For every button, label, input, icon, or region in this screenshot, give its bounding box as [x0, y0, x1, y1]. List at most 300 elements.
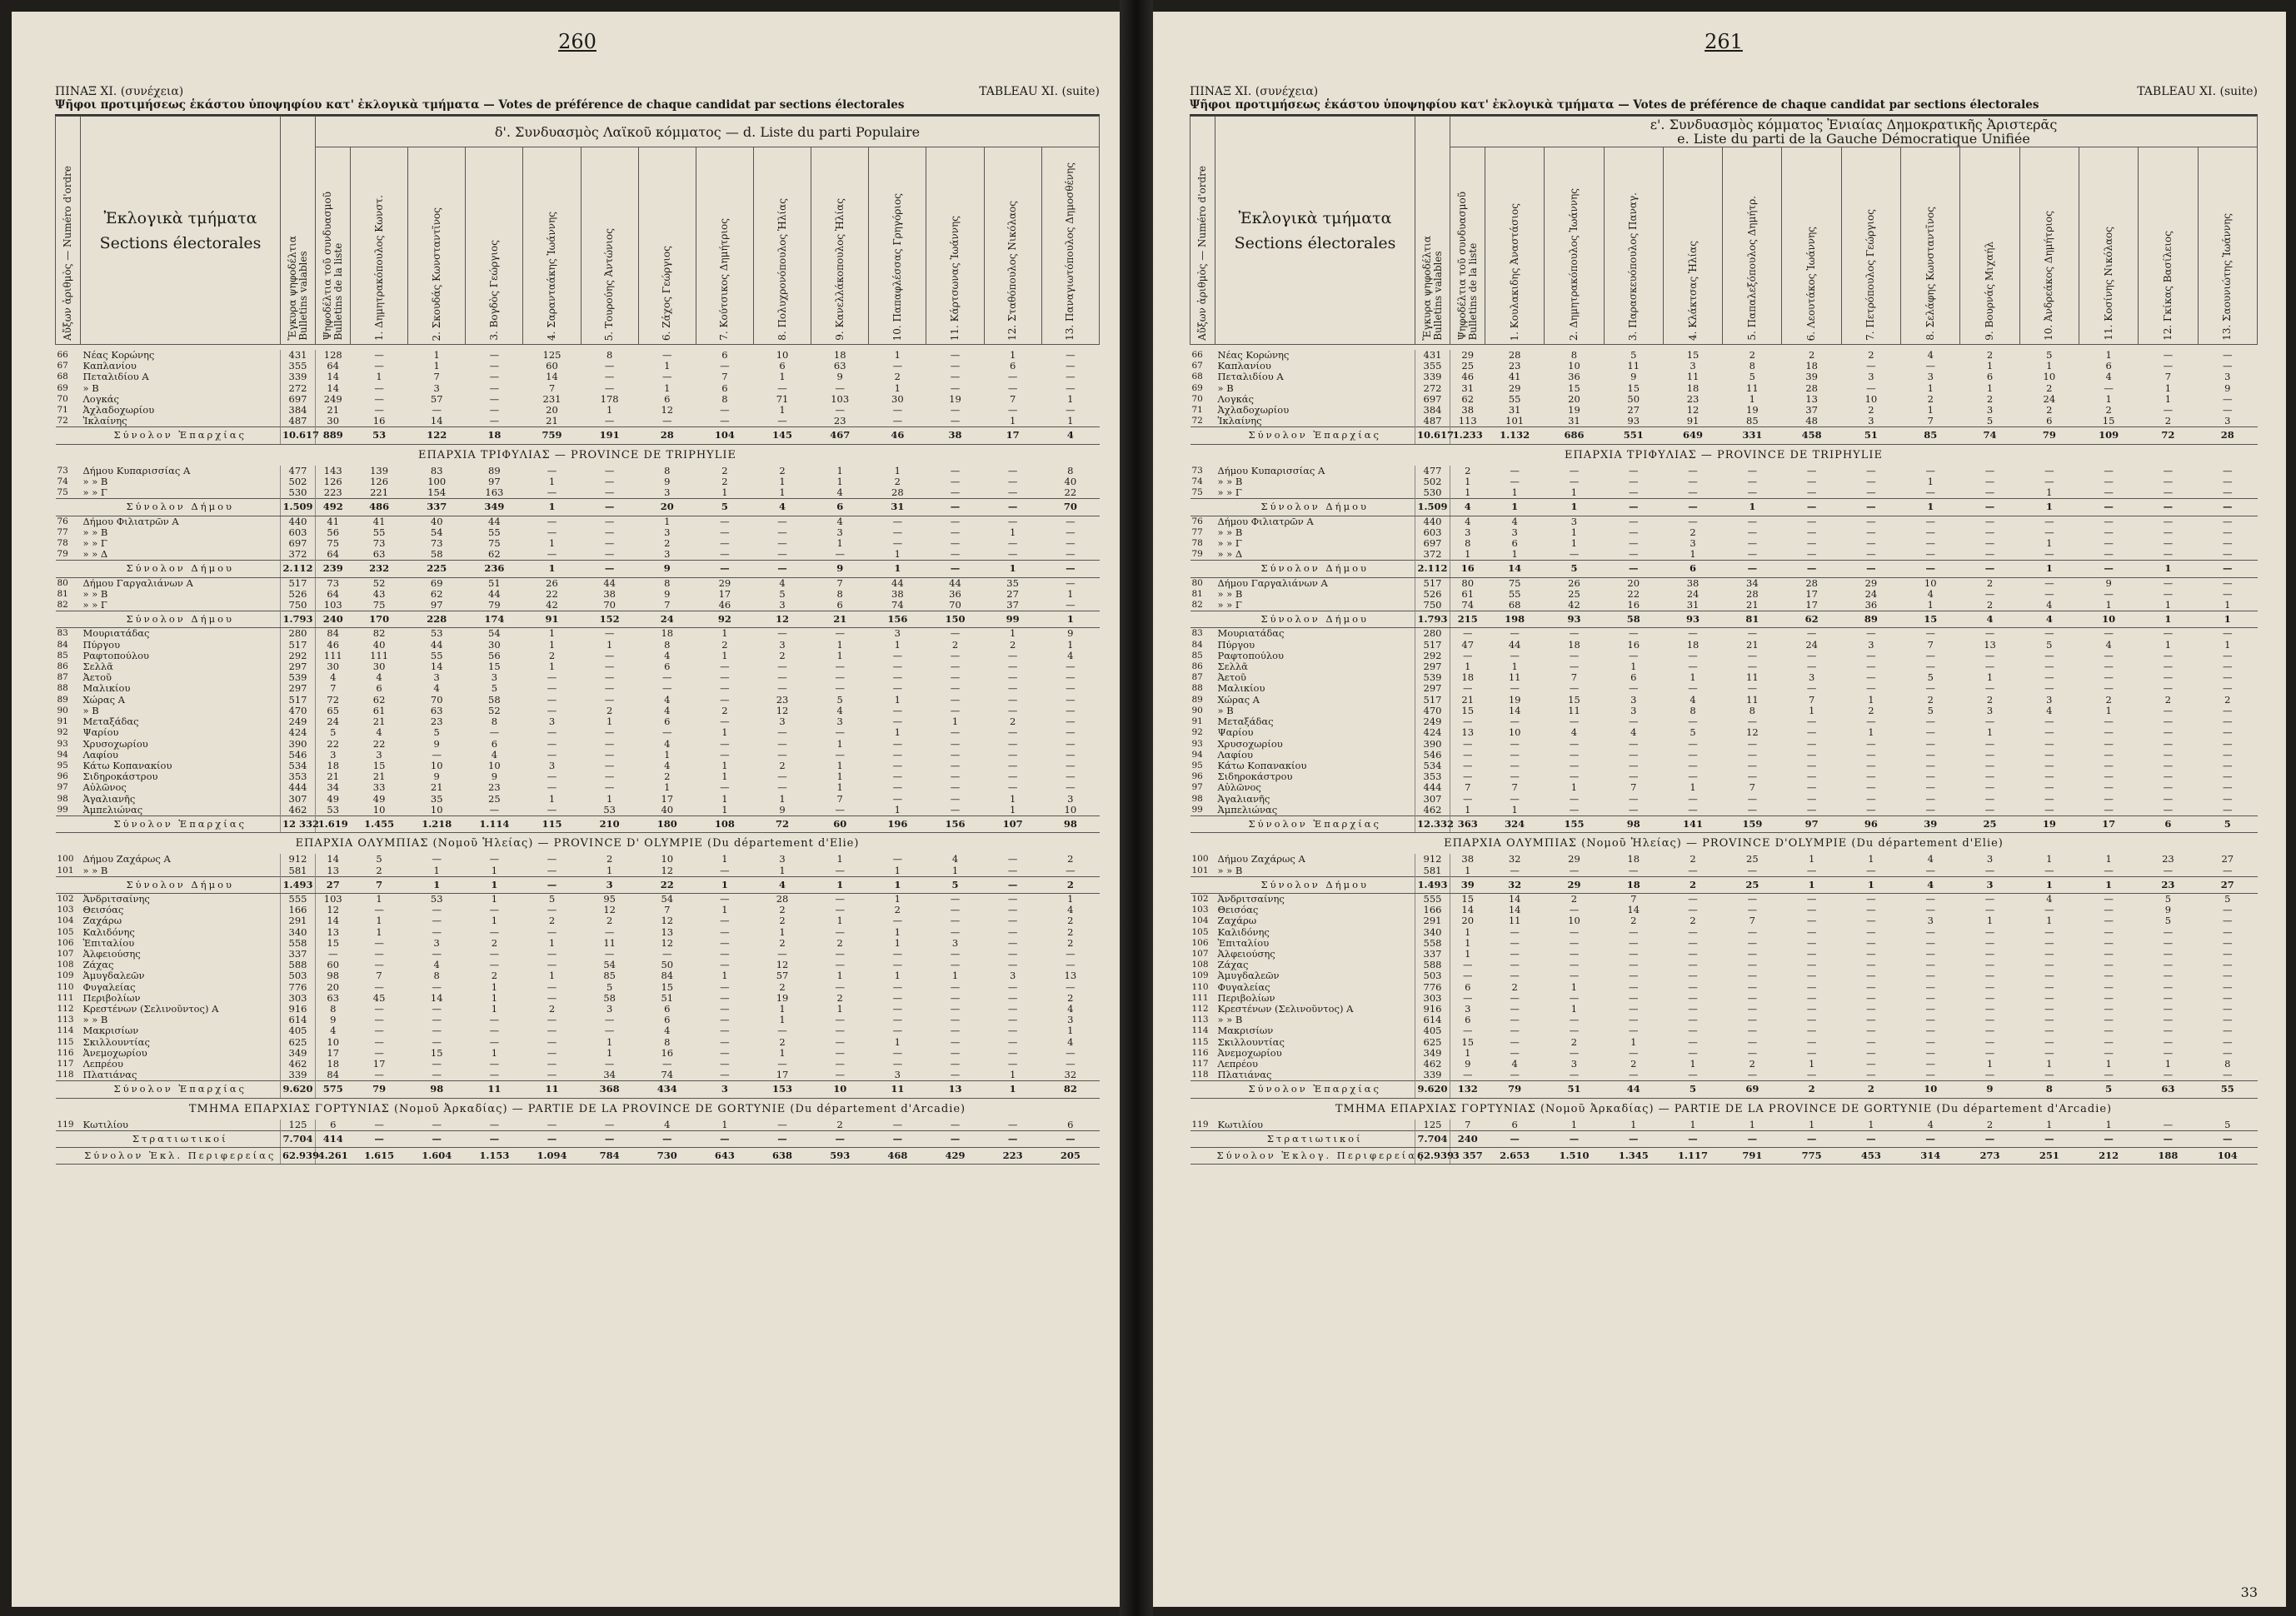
candidate-votes-cell: —	[374, 382, 384, 394]
candidate-votes-cell: —	[1925, 682, 1935, 695]
candidate-votes-cell: —	[1007, 1002, 1018, 1015]
candidate-votes-cell: —	[2104, 959, 2114, 971]
valid-ballots-cell: 7.704	[281, 1131, 316, 1148]
table-row	[1190, 1004, 2258, 1015]
candidate-votes-cell: —	[1007, 476, 1018, 488]
valid-ballots-cell: 297	[1415, 683, 1450, 694]
candidate-votes-cell: —	[1007, 1046, 1018, 1059]
candidate-votes-cell: 1	[836, 853, 843, 865]
candidate-votes-cell: 1	[1927, 382, 1934, 394]
candidate-votes-cell: 251	[2019, 1148, 2079, 1165]
candidate-votes-cell: —	[2079, 561, 2138, 577]
valid-ballots-cell: 303	[1415, 993, 1450, 1004]
total-row	[56, 1131, 1100, 1148]
row-number: 68	[1191, 372, 1203, 382]
list-ballots-cell: 41	[316, 516, 351, 527]
candidate-votes-cell: 13	[1984, 638, 1996, 651]
candidate-votes-cell: —	[2163, 1046, 2174, 1059]
section-name: Φυγαλείας	[1217, 980, 1270, 993]
candidate-votes-cell: 170	[351, 611, 408, 628]
candidate-votes-cell: —	[950, 476, 961, 488]
candidate-votes-cell: —	[1569, 803, 1580, 815]
valid-ballots-cell: 555	[1415, 893, 1450, 905]
candidate-votes-cell: 10	[1864, 392, 1878, 405]
candidate-votes-cell: 1	[2046, 537, 2053, 550]
candidate-votes-cell: 5	[433, 726, 440, 739]
valid-ballots-cell: 9.620	[281, 1081, 316, 1098]
candidate-votes-cell: 39	[1901, 815, 1960, 832]
candidate-votes-cell: —	[547, 464, 557, 476]
candidate-votes-cell: —	[720, 748, 730, 761]
section-name: » » Β	[82, 1014, 108, 1026]
candidate-votes-cell: —	[1866, 1069, 1876, 1081]
valid-ballots-cell: 339	[1415, 372, 1450, 382]
candidate-votes-cell: 44	[1508, 638, 1521, 651]
valid-ballots-cell: 372	[281, 549, 316, 561]
candidate-votes-cell: 3	[1808, 671, 1815, 684]
section-name: Σιδηροκάστρου	[1217, 771, 1293, 783]
candidate-votes-cell: —	[1984, 904, 1995, 916]
candidate-votes-cell: —	[1925, 904, 1935, 916]
candidate-votes-cell: 188	[2139, 1148, 2198, 1165]
candidate-votes-cell: —	[950, 515, 961, 527]
row-number: 97	[1191, 782, 1203, 793]
candidate-votes-cell: —	[547, 904, 557, 916]
candidate-votes-cell: —	[2223, 587, 2233, 600]
row-number: 94	[1191, 749, 1203, 760]
candidate-votes-cell: 60	[546, 360, 558, 372]
candidate-votes-cell: —	[1007, 704, 1018, 716]
valid-ballots-cell: 487	[281, 416, 316, 427]
valid-ballots-cell: 603	[281, 527, 316, 538]
candidate-votes-cell: —	[2044, 925, 2054, 938]
candidate-votes-cell: —	[1066, 576, 1076, 589]
row-number	[1190, 876, 1215, 893]
candidate-name: 11. Κοσίνης Νικόλαος	[2102, 227, 2114, 341]
candidate-votes-cell: 8	[1690, 704, 1696, 716]
table-row	[1190, 527, 2258, 538]
candidate-votes-cell: —	[2044, 476, 2054, 488]
table-header-line	[1190, 85, 2258, 98]
section-name: Ἀνδριτσαίνης	[1217, 892, 1285, 905]
candidate-votes-cell: —	[835, 980, 845, 993]
list-ballots-cell: 1	[1450, 805, 1485, 816]
candidate-votes-cell: 46	[869, 427, 926, 444]
valid-ballots-cell: 390	[281, 739, 316, 750]
row-number: 117	[1191, 1058, 1209, 1069]
candidate-votes-cell: —	[604, 925, 615, 938]
candidate-votes-cell: 5	[491, 682, 498, 695]
candidate-votes-cell: —	[720, 1035, 730, 1048]
list-ballots-cell: 38	[1450, 854, 1485, 865]
candidate-votes-cell: 1	[1927, 476, 1934, 488]
table-row	[1190, 516, 2258, 527]
candidate-name: 3. Βογδὸς Γεώργιος	[487, 240, 500, 341]
candidate-votes-cell: —	[1688, 792, 1698, 805]
table-row	[1190, 865, 2258, 877]
candidate-votes-cell: 1	[491, 991, 498, 1004]
table-row	[56, 739, 1100, 750]
candidate-votes-cell: 2	[548, 649, 556, 661]
candidate-votes-cell: 62	[430, 587, 443, 600]
candidate-votes-cell: 1	[2164, 392, 2172, 405]
candidate-votes-cell: 5	[1927, 671, 1934, 684]
section-name: Ἐπιταλίου	[1217, 936, 1270, 949]
candidate-votes-cell: —	[432, 925, 442, 938]
row-number: 91	[57, 716, 68, 727]
candidate-votes-cell: 75	[1508, 576, 1521, 589]
candidate-votes-cell: —	[1569, 904, 1580, 916]
table-row	[1190, 993, 2258, 1004]
candidate-votes-cell: —	[892, 1046, 903, 1059]
row-number: 107	[57, 948, 74, 959]
candidate-votes-cell: 759	[523, 427, 581, 444]
candidate-votes-cell: 1	[869, 876, 926, 893]
candidate-votes-cell: 57	[430, 392, 443, 405]
candidate-votes-cell: —	[1925, 803, 1935, 815]
candidate-votes-cell: —	[1925, 486, 1935, 499]
valid-ballots-cell: 440	[1415, 516, 1450, 527]
candidate-votes-cell: —	[1066, 371, 1076, 383]
candidate-votes-cell: 2	[1570, 1035, 1578, 1048]
table-row	[1190, 727, 2258, 738]
row-number: 87	[1191, 672, 1203, 683]
candidate-votes-cell: —	[2044, 904, 2054, 916]
candidate-votes-cell: —	[720, 661, 730, 673]
candidate-votes-cell: 8	[1749, 360, 1755, 372]
candidate-votes-cell: —	[662, 349, 672, 361]
valid-ballots-cell: 339	[281, 1070, 316, 1081]
candidate-votes-cell: 10	[1901, 1081, 1960, 1098]
candidate-votes-cell: —	[581, 561, 638, 577]
candidate-votes-cell: 2	[779, 464, 786, 476]
candidate-votes-cell: —	[2044, 1002, 2054, 1015]
table-row	[56, 549, 1100, 561]
candidate-votes-cell: —	[1866, 803, 1876, 815]
candidate-votes-cell: 4	[1927, 1118, 1934, 1130]
list-ballots-cell: 72	[316, 695, 351, 706]
candidate-votes-cell: —	[1510, 936, 1520, 949]
candidate-votes-cell: 12	[776, 704, 789, 716]
party-header: δ'. Συνδυασμὸς Λαϊκοῦ κόμματος — d. Liste du parti Populaire	[316, 117, 1100, 147]
candidate-votes-cell: 5	[926, 876, 984, 893]
candidate-votes-cell: 12	[1686, 404, 1700, 416]
candidate-votes-cell: —	[1628, 759, 1639, 771]
candidate-votes-cell: 1	[491, 980, 498, 993]
candidate-votes-cell: —	[1747, 864, 1758, 876]
candidate-votes-cell: —	[869, 1131, 926, 1148]
valid-ballots-cell: 697	[281, 538, 316, 549]
table-row	[1190, 476, 2258, 487]
candidate-votes-cell: 3	[1986, 853, 1994, 865]
table-row	[56, 1037, 1100, 1048]
candidate-votes-cell: 9	[2105, 576, 2112, 589]
valid-ballots-cell: 384	[281, 405, 316, 416]
candidate-votes-cell: —	[892, 1002, 903, 1015]
section-name: Σιδηροκάστρου	[82, 771, 158, 783]
candidate-votes-cell: —	[1569, 864, 1580, 876]
candidate-votes-cell: —	[1628, 526, 1639, 538]
candidate-votes-cell: —	[1747, 1069, 1758, 1081]
candidate-votes-cell: 79	[351, 1081, 408, 1098]
row-number: 109	[57, 970, 74, 981]
candidate-votes-cell: 62	[1782, 611, 1841, 628]
candidate-votes-cell: —	[604, 649, 615, 661]
row-number	[56, 1131, 81, 1148]
valid-ballots-cell: 166	[281, 905, 316, 915]
candidate-votes-cell: —	[1628, 627, 1639, 640]
candidate-votes-cell: —	[604, 748, 615, 761]
candidate-votes-cell: 4	[1041, 427, 1099, 444]
candidate-votes-cell: —	[1747, 947, 1758, 960]
candidate-votes-cell: —	[1925, 1014, 1935, 1026]
candidate-votes-cell: —	[950, 915, 961, 927]
table-row	[1190, 549, 2258, 561]
candidate-votes-cell: 1	[779, 476, 786, 488]
candidate-votes-cell: 11	[1746, 693, 1759, 706]
candidate-votes-cell: —	[1806, 947, 1817, 960]
list-ballots-cell: 363	[1450, 815, 1485, 832]
candidate-votes-cell: —	[2163, 980, 2174, 993]
candidate-votes-cell: —	[950, 737, 961, 750]
list-ballots-cell: 21	[316, 405, 351, 416]
valid-ballots-cell: 517	[1415, 640, 1450, 651]
candidate-votes-cell: —	[489, 947, 500, 960]
list-ballots-cell: —	[1450, 761, 1485, 771]
row-number: 88	[1191, 683, 1203, 694]
candidate-votes-cell: 1	[1570, 781, 1578, 794]
row-number: 69	[1191, 382, 1203, 393]
candidate-votes-cell: 63	[833, 360, 846, 372]
list-ballots-cell: 84	[316, 628, 351, 640]
candidate-votes-cell: 1	[1009, 792, 1016, 805]
candidate-votes-cell: —	[2104, 464, 2114, 476]
section-name: Ψαρίου	[1217, 726, 1254, 739]
candidate-votes-cell: —	[1007, 864, 1018, 876]
row-number: 86	[1191, 661, 1203, 672]
candidate-votes-cell: 1	[1868, 1118, 1874, 1130]
table-row	[56, 761, 1100, 771]
candidate-votes-cell: 2	[1067, 853, 1074, 865]
row-number: 83	[57, 628, 68, 639]
candidate-votes-cell: —	[604, 1118, 615, 1130]
candidate-votes-cell: 95	[603, 892, 616, 905]
table-row	[1190, 761, 2258, 771]
candidate-votes-cell: 1	[894, 1035, 901, 1048]
candidate-votes-cell: 8	[664, 638, 671, 651]
candidate-votes-cell: —	[1569, 970, 1580, 982]
candidate-votes-cell: 12	[603, 904, 616, 916]
section-name: Στρατιωτικοί	[1215, 1131, 1415, 1148]
candidate-votes-cell: 4	[836, 515, 843, 527]
candidate-votes-cell: —	[835, 748, 845, 761]
candidate-votes-cell: 1	[836, 537, 843, 550]
list-ballots-cell: 7	[1450, 782, 1485, 793]
candidate-votes-cell: —	[984, 1131, 1041, 1148]
valid-ballots-cell: 280	[281, 628, 316, 640]
candidate-votes-cell: 368	[581, 1081, 638, 1098]
candidate-votes-cell: 3	[836, 526, 843, 538]
candidate-votes-cell: 14	[1508, 892, 1521, 905]
candidate-votes-cell: —	[2223, 1046, 2233, 1059]
candidate-votes-cell: —	[892, 1057, 903, 1070]
candidate-votes-cell: 1	[1986, 671, 1994, 684]
candidate-votes-cell: —	[1925, 661, 1935, 673]
list-ballots-cell: 47	[1450, 640, 1485, 651]
section-name: » » Β	[1217, 864, 1243, 876]
candidate-votes-cell: —	[1510, 792, 1520, 805]
row-number: 114	[1191, 1025, 1209, 1036]
candidate-votes-cell: 17	[372, 1057, 386, 1070]
table-row	[56, 651, 1100, 661]
table-row	[1190, 905, 2258, 915]
candidate-votes-cell: —	[2139, 499, 2198, 516]
candidate-votes-cell: 1	[779, 925, 786, 938]
candidate-votes-cell: —	[432, 1069, 442, 1081]
candidate-votes-cell: 8	[721, 392, 728, 405]
candidate-votes-cell: 12	[753, 611, 811, 628]
candidate-votes-cell: —	[777, 537, 787, 550]
row-number: 71	[1191, 405, 1203, 416]
candidate-votes-cell: 1	[1986, 915, 1994, 927]
row-number: 99	[1191, 804, 1203, 815]
row-number: 76	[1191, 516, 1203, 526]
candidate-votes-cell: —	[2163, 349, 2174, 361]
candidate-votes-cell: —	[1066, 382, 1076, 394]
valid-ballots-cell: 353	[281, 771, 316, 782]
table-title-greek: ΠΙΝΑΞ ΧΙ. (συνέχεια)	[55, 85, 184, 98]
candidate-votes-cell: —	[374, 1025, 384, 1037]
candidate-votes-cell: —	[720, 892, 730, 905]
candidate-votes-cell: —	[2104, 671, 2114, 684]
candidate-votes-cell: —	[1569, 627, 1580, 640]
candidate-votes-cell: 16	[1627, 599, 1640, 611]
candidate-votes-cell: 1	[779, 486, 786, 499]
candidate-votes-cell: 2	[2164, 693, 2172, 706]
candidate-votes-cell: —	[2223, 925, 2233, 938]
candidate-votes-cell: 2	[836, 1118, 843, 1130]
section-name: Σύνολον Ἐπαρχίας	[81, 427, 281, 444]
valid-ballots-cell: 526	[1415, 589, 1450, 600]
row-number: 118	[1191, 1070, 1209, 1080]
candidate-votes-cell: 28	[1805, 382, 1818, 394]
valid-ballots-cell: 462	[281, 1059, 316, 1070]
candidate-votes-cell: —	[1688, 1069, 1698, 1081]
candidate-votes-cell: 2	[721, 476, 728, 488]
candidate-votes-cell: —	[2044, 1069, 2054, 1081]
candidate-votes-cell: 1.510	[1545, 1148, 1604, 1165]
candidate-votes-cell: —	[2104, 537, 2114, 550]
row-number: 85	[57, 650, 68, 661]
candidate-votes-cell: 1.117	[1663, 1148, 1722, 1165]
candidate-votes-cell: —	[720, 415, 730, 427]
candidate-name: 5. Παπαλεξόπουλος Δημήτρ.	[1745, 196, 1758, 341]
table-row	[1190, 350, 2258, 361]
candidate-votes-cell: 1	[606, 638, 613, 651]
candidate-votes-cell: 84	[661, 970, 674, 982]
candidate-votes-cell: —	[1688, 936, 1698, 949]
valid-ballots-cell: 503	[1415, 970, 1450, 981]
candidate-votes-cell: —	[1866, 526, 1876, 538]
candidate-votes-cell: —	[2163, 548, 2174, 561]
candidate-votes-cell: —	[1569, 959, 1580, 971]
candidate-votes-cell: —	[1806, 892, 1817, 905]
candidate-votes-cell: 3	[1927, 371, 1934, 383]
candidate-votes-cell: —	[1747, 904, 1758, 916]
candidate-votes-cell: 221	[370, 486, 389, 499]
province-heading-row	[56, 1098, 1100, 1120]
candidate-votes-cell: 1	[1570, 537, 1578, 550]
table-row	[1190, 661, 2258, 672]
table-row	[1190, 1048, 2258, 1059]
candidate-votes-cell: 17	[718, 587, 731, 600]
candidate-votes-cell: —	[892, 781, 903, 794]
valid-ballots-cell: 477	[281, 466, 316, 476]
candidate-votes-cell: —	[489, 360, 500, 372]
candidate-votes-cell: —	[1007, 371, 1018, 383]
section-name: Δήμου Ζαχάρως Α	[82, 853, 171, 865]
candidate-votes-cell: —	[2104, 737, 2114, 750]
valid-ballots-cell: 337	[1415, 949, 1450, 960]
candidate-votes-cell: 7	[836, 792, 843, 805]
candidate-votes-cell: 23	[1508, 360, 1521, 372]
candidate-votes-cell: 31	[1686, 599, 1700, 611]
list-ballots-cell: 21	[316, 771, 351, 782]
candidate-votes-cell: —	[1688, 925, 1698, 938]
candidate-votes-cell: 1	[894, 464, 901, 476]
candidate-votes-cell: —	[777, 682, 787, 695]
candidate-votes-cell: —	[2223, 947, 2233, 960]
candidate-votes-cell: —	[604, 737, 615, 750]
candidate-votes-cell: 98	[1604, 815, 1663, 832]
candidate-votes-cell: 27	[1006, 587, 1019, 600]
list-ballots-cell: 46	[1450, 372, 1485, 382]
candidate-votes-cell: —	[1510, 682, 1520, 695]
candidate-votes-cell: 100	[427, 476, 447, 488]
valid-ballots-cell: 502	[1415, 476, 1450, 487]
candidate-votes-cell: 1	[1067, 638, 1074, 651]
candidate-votes-cell: 6	[1511, 1118, 1518, 1130]
candidate-votes-cell: —	[2044, 1025, 2054, 1037]
section-name: Σύνολον Δήμου	[81, 499, 281, 516]
row-number: 118	[57, 1070, 74, 1080]
candidate-votes-cell: 1	[779, 864, 786, 876]
candidate-votes-cell: —	[2104, 1025, 2114, 1037]
section-name: Πλατιάνας	[1217, 1069, 1272, 1081]
total-row	[56, 1148, 1100, 1165]
candidate-votes-cell: —	[489, 404, 500, 416]
row-number: 72	[57, 416, 68, 426]
candidate-votes-cell: 1	[869, 561, 926, 577]
candidate-votes-cell: 1.604	[408, 1148, 466, 1165]
candidate-votes-cell: —	[662, 947, 672, 960]
candidate-votes-cell: —	[1688, 904, 1698, 916]
candidate-votes-cell: —	[720, 1069, 730, 1081]
candidate-votes-cell: 1	[548, 970, 556, 982]
candidate-header	[811, 147, 869, 345]
section-name: Αὐλῶνος	[82, 781, 127, 794]
candidate-votes-cell: —	[835, 682, 845, 695]
candidate-votes-cell: 5	[1749, 371, 1755, 383]
candidate-votes-cell: 24	[638, 611, 696, 628]
candidate-votes-cell: —	[2104, 771, 2114, 783]
candidate-votes-cell: —	[1510, 1035, 1520, 1048]
candidate-votes-cell: 5	[836, 693, 843, 706]
valid-ballots-cell: 462	[1415, 1059, 1450, 1070]
candidate-votes-cell: —	[1984, 1002, 1995, 1015]
candidate-votes-cell: —	[1007, 1118, 1018, 1130]
candidate-votes-cell: 1	[2019, 876, 2079, 893]
